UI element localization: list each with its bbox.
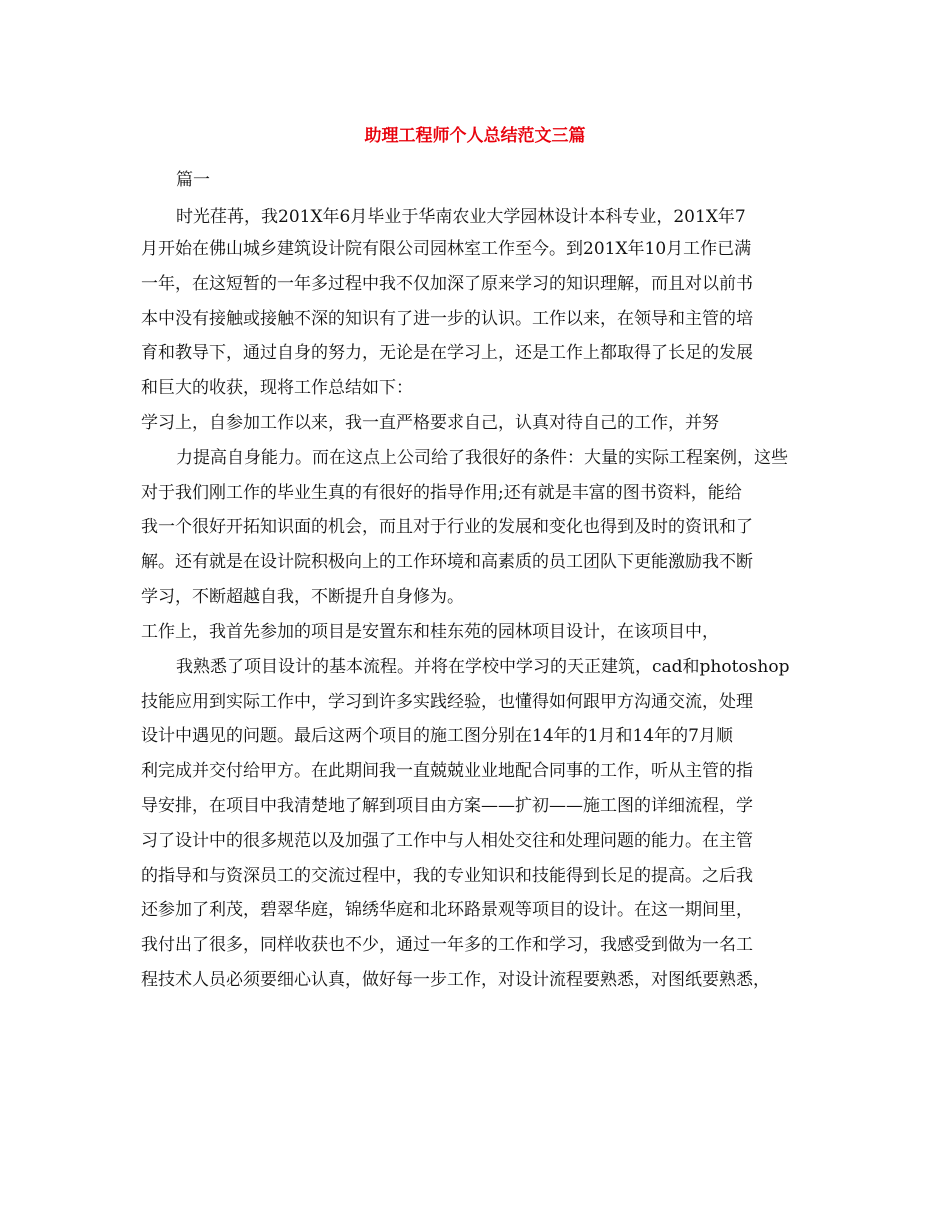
body-line: 利完成并交付给甲方。在此期间我一直兢兢业业地配合同事的工作，听从主管的指 xyxy=(141,761,753,781)
body-line: 工作上，我首先参加的项目是安置东和桂东苑的园林项目设计，在该项目中， xyxy=(141,622,719,642)
body-line: 育和教导下，通过自身的努力，无论是在学习上，还是工作上都取得了长足的发展 xyxy=(141,343,753,363)
body-line: 学习，不断超越自我，不断提升自身修为。 xyxy=(141,587,464,607)
section-heading: 篇一 xyxy=(176,170,210,190)
body-line: 月开始在佛山城乡建筑设计院有限公司园林室工作至今。到201X年10月工作已满 xyxy=(141,239,752,259)
body-line: 还参加了利茂，碧翠华庭，锦绣华庭和北环路景观等项目的设计。在这一期间里， xyxy=(141,900,753,920)
body-line: 我一个很好开拓知识面的机会，而且对于行业的发展和变化也得到及时的资讯和了 xyxy=(141,517,753,537)
body-line: 本中没有接触或接触不深的知识有了进一步的认识。工作以来，在领导和主管的培 xyxy=(141,309,753,329)
body-line: 设计中遇见的问题。最后这两个项目的施工图分别在14年的1月和14年的7月顺 xyxy=(141,726,733,746)
body-line: 和巨大的收获，现将工作总结如下： xyxy=(141,378,413,398)
document-title: 助理工程师个人总结范文三篇 xyxy=(364,126,586,146)
body-line: 解。还有就是在设计院积极向上的工作环境和高素质的员工团队下更能激励我不断 xyxy=(141,552,753,572)
body-line: 学习上，自参加工作以来，我一直严格要求自己，认真对待自己的工作，并努 xyxy=(141,413,719,433)
body-line: 我付出了很多，同样收获也不少，通过一年多的工作和学习，我感受到做为一名工 xyxy=(141,935,753,955)
body-line: 习了设计中的很多规范以及加强了工作中与人相处交往和处理问题的能力。在主管 xyxy=(141,831,753,851)
body-line: 一年，在这短暂的一年多过程中我不仅加深了原来学习的知识理解，而且对以前书 xyxy=(141,274,753,294)
body-line: 我熟悉了项目设计的基本流程。并将在学校中学习的天正建筑，cad和photoshop xyxy=(176,657,790,677)
body-line: 对于我们刚工作的毕业生真的有很好的指导作用;还有就是丰富的图书资料，能给 xyxy=(141,483,742,503)
body-line: 的指导和与资深员工的交流过程中，我的专业知识和技能得到长足的提高。之后我 xyxy=(141,866,753,886)
body-line: 导安排，在项目中我清楚地了解到项目由方案——扩初——施工图的详细流程，学 xyxy=(141,796,753,816)
body-line: 时光荏苒，我201X年6月毕业于华南农业大学园林设计本科专业，201X年7 xyxy=(176,207,746,227)
body-line: 力提高自身能力。而在这点上公司给了我很好的条件：大量的实际工程案例，这些 xyxy=(176,448,788,468)
body-line: 程技术人员必须要细心认真，做好每一步工作，对设计流程要熟悉，对图纸要熟悉， xyxy=(141,970,770,990)
body-line: 技能应用到实际工作中，学习到许多实践经验，也懂得如何跟甲方沟通交流，处理 xyxy=(141,692,753,712)
